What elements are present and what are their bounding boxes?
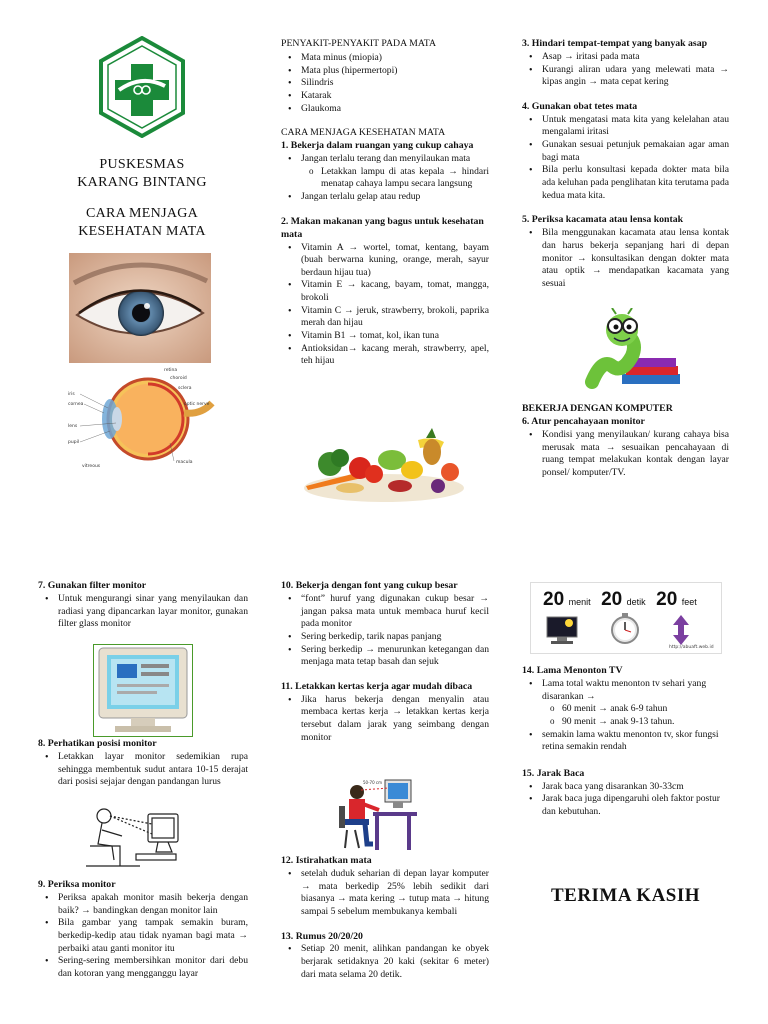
section-list <box>522 227 729 290</box>
svg-text:sclera: sclera <box>178 386 192 391</box>
section-heading: 5. Periksa kacamata atau lensa kontak <box>522 214 684 226</box>
rule-row <box>543 589 697 611</box>
tips-column-5 <box>281 580 489 744</box>
diseases-list <box>281 52 489 115</box>
section-list <box>281 943 489 981</box>
diseases-and-care-column <box>281 38 489 368</box>
svg-text:50-70 cm: 50-70 cm <box>363 780 382 785</box>
list-item <box>301 153 489 191</box>
distance-arrow-icon <box>673 615 689 645</box>
list-item: • Bila perlu konsultasi kepada dokter mata bila ada keluhan pada penglihatan kita terutama pada kedua mata kita. <box>542 164 729 202</box>
list-item: • Katarak <box>301 90 489 103</box>
puskesmas-logo <box>97 36 187 138</box>
sub-list-item: o 60 menit → anak 6-9 tahun <box>562 703 729 716</box>
list-item: • semakin lama waktu menonton tv, skor fungsi retina semakin rendah <box>542 729 729 754</box>
list-item: • Jika harus bekerja dengan menyalin atau membaca kertas kerja → letakkan kertas kerja tersebut dalam jarak yang seimbang dengan monitor <box>301 694 489 745</box>
computer-section <box>522 403 729 479</box>
section-list <box>281 242 489 369</box>
section-list <box>38 593 248 631</box>
list-item: • Jarak baca juga dipengaruhi oleh faktor postur dan kebutuhan. <box>542 793 729 818</box>
computer-heading: BEKERJA DENGAN KOMPUTER <box>522 403 673 414</box>
section-heading: 8. Perhatikan posisi monitor <box>38 738 157 749</box>
list-item: • Kurangi aliran udara yang melewati mata → kipas angin → mata cepat kering <box>542 64 729 89</box>
list-item-text: Jangan terlalu terang dan menyilaukan mata <box>301 153 471 165</box>
org-line-2: KARANG BINTANG <box>77 174 207 190</box>
section-list <box>522 429 729 480</box>
section-heading: 14. Lama Menonton TV <box>522 665 623 676</box>
section-list <box>281 593 489 669</box>
rule-url: http://abuaft.web.id <box>669 645 714 650</box>
ergonomic-desk-illustration <box>335 772 420 854</box>
list-item: • Vitamin B1 → tomat, kol, ikan tuna <box>301 330 489 343</box>
list-item: • Bila gambar yang tampak semakin buram, berkedip-kedip atau tidak nyaman bagi mata → perbaiki atau ganti monitor itu <box>58 917 248 955</box>
rule-icons <box>541 613 711 647</box>
list-item: • Untuk mengurangi sinar yang menyilaukan dan radiasi yang dipancarkan layar monitor, gunakan filter glass monitor <box>58 593 248 631</box>
section-heading: 15. Jarak Baca <box>522 767 585 779</box>
list-item: • Silindris <box>301 77 489 90</box>
svg-text:cornea: cornea <box>68 402 84 407</box>
section-heading: 3. Hindari tempat-tempat yang banyak asap <box>522 38 708 49</box>
list-item: • Kondisi yang menyilaukan/ kurang cahaya bisa merusak mata → sesuaikan pencahayaan di ruang tempat melakukan kontak dengan layar ponsel/ komputer/TV. <box>542 429 729 480</box>
list-item: • Sering berkedip, tarik napas panjang <box>301 631 489 644</box>
list-item: • Jangan terlalu gelap atau redup <box>301 191 489 204</box>
title-line-1: CARA MENJAGA <box>85 206 199 221</box>
list-item: • Asap → iritasi pada mata <box>542 51 729 64</box>
rule-unit-3: feet <box>681 597 697 607</box>
org-line-1: PUSKESMAS <box>99 157 185 172</box>
section-list <box>281 153 489 204</box>
section-list <box>522 114 729 203</box>
thank-you-text: TERIMA KASIH <box>550 885 701 906</box>
list-item-text: Lama total waktu menonton tv sehari yang disarankan → <box>542 677 707 702</box>
list-item <box>542 678 729 729</box>
list-item: • Glaukoma <box>301 103 489 116</box>
list-item: • Antioksidan→ kacang merah, strawberry, apel, teh hijau <box>301 343 489 368</box>
svg-text:macula: macula <box>176 460 193 465</box>
diseases-heading: PENYAKIT-PENYAKIT PADA MATA <box>281 38 437 49</box>
monitor-position-section <box>38 738 248 789</box>
section-list <box>522 781 729 819</box>
tips-column-3 <box>522 38 729 291</box>
care-heading: CARA MENJAGA KESEHATAN MATA <box>281 127 446 139</box>
sub-list-item: o Letakkan lampu di atas kepala → hindari menatap cahaya lampu secara langsung <box>321 166 489 191</box>
list-item: • Sering-sering membersihkan monitor dari debu dan kotoran yang mengganggu layar <box>58 955 248 980</box>
list-item: • “font” huruf yang digunakan cukup besar → jangan paksa mata untuk membaca huruf kecil pada monitor <box>301 593 489 631</box>
stopwatch-icon <box>612 613 638 643</box>
section-heading: 4. Gunakan obat tetes mata <box>522 100 638 112</box>
svg-text:choroid: choroid <box>170 376 187 381</box>
list-item: • Vitamin A → wortel, tomat, kentang, bayam (buah berwarna kuning, orange, merah, sayur berdaun hijau tua) <box>301 242 489 280</box>
list-item: • Jarak baca yang disarankan 30-33cm <box>542 781 729 794</box>
tips-column-6 <box>522 665 729 819</box>
eye-photo <box>69 253 211 363</box>
section-heading: 10. Bekerja dengan font yang cukup besar <box>281 580 458 591</box>
tips-column-4 <box>38 580 248 631</box>
rule-number-3: 20 <box>656 589 678 610</box>
rule-number-1: 20 <box>543 589 565 610</box>
title-line-2: KESEHATAN MATA <box>78 223 206 239</box>
sub-list <box>542 703 729 728</box>
list-item: • Gunakan sesuai petunjuk pemakaian agar aman bagi mata <box>542 139 729 164</box>
section-heading: 9. Periksa monitor <box>38 879 116 890</box>
section-list <box>281 694 489 745</box>
svg-text:pupil: pupil <box>68 440 80 445</box>
list-item: • Sering berkedip → menurunkan ketegangan dan menjaga mata tetap basah dan sejuk <box>301 644 489 669</box>
section-list <box>38 751 248 789</box>
section-list <box>522 678 729 754</box>
rule-unit-1: menit <box>568 597 591 607</box>
svg-text:lens: lens <box>68 424 78 429</box>
check-monitor-section <box>38 879 248 981</box>
organization-name <box>42 156 242 191</box>
svg-text:vitreous: vitreous <box>82 464 101 469</box>
svg-text:retina: retina <box>164 368 178 373</box>
vegetables-fruits-image <box>300 428 468 506</box>
list-item: • Untuk mengatasi mata kita yang kelelahan atau mengalami iritasi <box>542 114 729 139</box>
svg-text:iris: iris <box>68 392 75 397</box>
list-item: • Bila menggunakan kacamata atau lensa kontak dan harus bekerja sepanjang hari di depan monitor → konsultasikan dengan dokter mata atau optik → mendapatkan kacamata yang sesuai <box>542 227 729 290</box>
section-list <box>522 51 729 89</box>
section-heading: 13. Rumus 20/20/20 <box>281 930 363 942</box>
rule-number-2: 20 <box>601 589 623 610</box>
section-heading: 11. Letakkan kertas kerja agar mudah dibaca <box>281 680 473 692</box>
sub-list-item: o 90 menit → anak 9-13 tahun. <box>562 716 729 729</box>
section-heading: 2. Makan makanan yang bagus untuk kesehatan mata <box>281 215 484 240</box>
rule-unit-2: detik <box>626 597 646 607</box>
eye-anatomy-diagram <box>66 363 216 479</box>
list-item: • Periksa apakah monitor masih bekerja dengan baik? → bandingkan dengan monitor lain <box>58 892 248 917</box>
section-heading: 7. Gunakan filter monitor <box>38 580 147 591</box>
list-item: • setelah duduk seharian di depan layar komputer → mata berkedip 25% lebih sedikit dari biasanya → mata kering → tutup mata → hitung sampai 5 sebelum membukanya kembali <box>301 868 489 919</box>
list-item: • Vitamin E → kacang, bayam, tomat, mangga, brokoli <box>301 279 489 304</box>
list-item: • Letakkan layar monitor sedemikian rupa sehingga membentuk sudut antara 10-15 derajat dari posisi sejajar dengan pandangan lurus <box>58 751 248 789</box>
list-item: • Mata plus (hipermertopi) <box>301 65 489 78</box>
monitor-posture-sketch <box>80 802 196 868</box>
rest-eyes-section <box>281 855 489 981</box>
list-item: • Setiap 20 menit, alihkan pandangan ke obyek berjarak setidaknya 20 kaki (sekitar 6 meter) dari mata selama 20 detik. <box>301 943 489 981</box>
section-heading: 1. Bekerja dalam ruangan yang cukup cahaya <box>281 140 474 152</box>
sub-list <box>301 166 489 191</box>
section-list <box>38 892 248 981</box>
monitor-icon <box>547 617 577 644</box>
section-list <box>281 868 489 919</box>
svg-text:optic nerve: optic nerve <box>184 402 210 407</box>
cover-title <box>42 205 242 240</box>
section-heading: 6. Atur pencahayaan monitor <box>522 415 645 427</box>
section-heading: 12. Istirahatkan mata <box>281 855 372 866</box>
list-item: • Vitamin C → jeruk, strawberry, brokoli, paprika merah dan hijau <box>301 305 489 330</box>
bookworm-with-glasses <box>582 308 682 392</box>
rule-20-20-20-graphic <box>530 582 722 654</box>
monitor-filter-image <box>93 644 193 737</box>
list-item: • Mata minus (miopia) <box>301 52 489 65</box>
